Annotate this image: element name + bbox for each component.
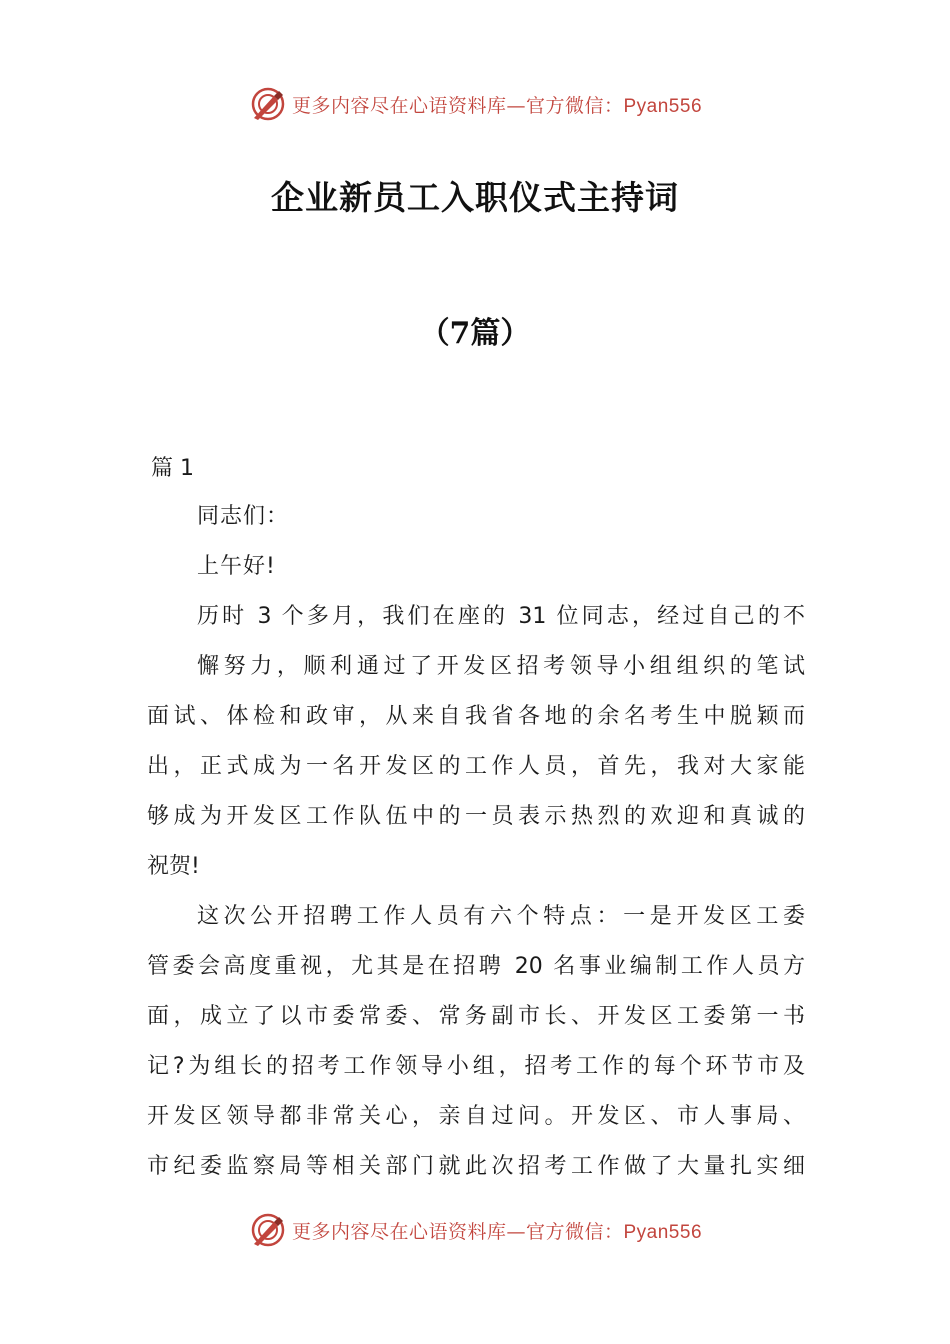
banner-wechat-id: Pyan556	[623, 95, 703, 117]
pen-nib-logo-icon	[248, 84, 288, 124]
banner-slogan: 更多内容尽在心语资料库	[291, 1220, 507, 1243]
banner-wechat-label: 官方微信：	[525, 1220, 624, 1243]
banner-wechat-label: 官方微信：	[525, 94, 624, 117]
banner-wechat-id: Pyan556	[623, 1221, 703, 1243]
header-banner	[0, 82, 950, 126]
banner-text	[292, 1217, 702, 1244]
banner-slogan: 更多内容尽在心语资料库	[291, 94, 507, 117]
document-title: 企业新员工入职仪式主持词	[271, 178, 679, 217]
banner-separator: —	[506, 1220, 526, 1243]
pen-nib-logo-icon	[248, 1210, 288, 1250]
paragraph-line: 祝贺!	[147, 854, 200, 879]
paragraph-line: 记?为组长的招考工作领导小组，招考工作的每个环节市及	[147, 1054, 805, 1079]
paragraph-line: 历时 3 个多月，我们在座的 31 位同志，经过自己的不	[197, 604, 805, 629]
section-label: 篇 1	[151, 456, 194, 481]
paragraph-line: 同志们：	[197, 504, 290, 529]
paragraph-line: 够成为开发区工作队伍中的一员表示热烈的欢迎和真诚的	[147, 804, 805, 829]
paragraph-line: 面，成立了以市委常委、常务副市长、开发区工委第一书	[147, 1004, 805, 1029]
paragraph-line: 市纪委监察局等相关部门就此次招考工作做了大量扎实细	[147, 1154, 805, 1179]
paragraph-line: 上午好!	[197, 554, 276, 579]
paragraph-line: 开发区领导都非常关心，亲自过问。开发区、市人事局、	[147, 1104, 805, 1129]
document-body	[147, 446, 805, 1192]
paragraph-line: 懈努力，顺利通过了开发区招考领导小组组织的笔试	[197, 654, 805, 679]
paragraph-line: 出，正式成为一名开发区的工作人员，首先，我对大家能	[147, 754, 805, 779]
footer-banner	[0, 1208, 950, 1252]
document-subtitle: （7篇）	[419, 316, 531, 351]
paragraph-line: 管委会高度重视，尤其是在招聘 20 名事业编制工作人员方	[147, 954, 805, 979]
banner-text	[292, 91, 702, 118]
banner-separator: —	[506, 94, 526, 117]
paragraph-line: 这次公开招聘工作人员有六个特点：一是开发区工委	[197, 904, 805, 929]
paragraph-line: 面试、体检和政审，从来自我省各地的余名考生中脱颖而	[147, 704, 805, 729]
